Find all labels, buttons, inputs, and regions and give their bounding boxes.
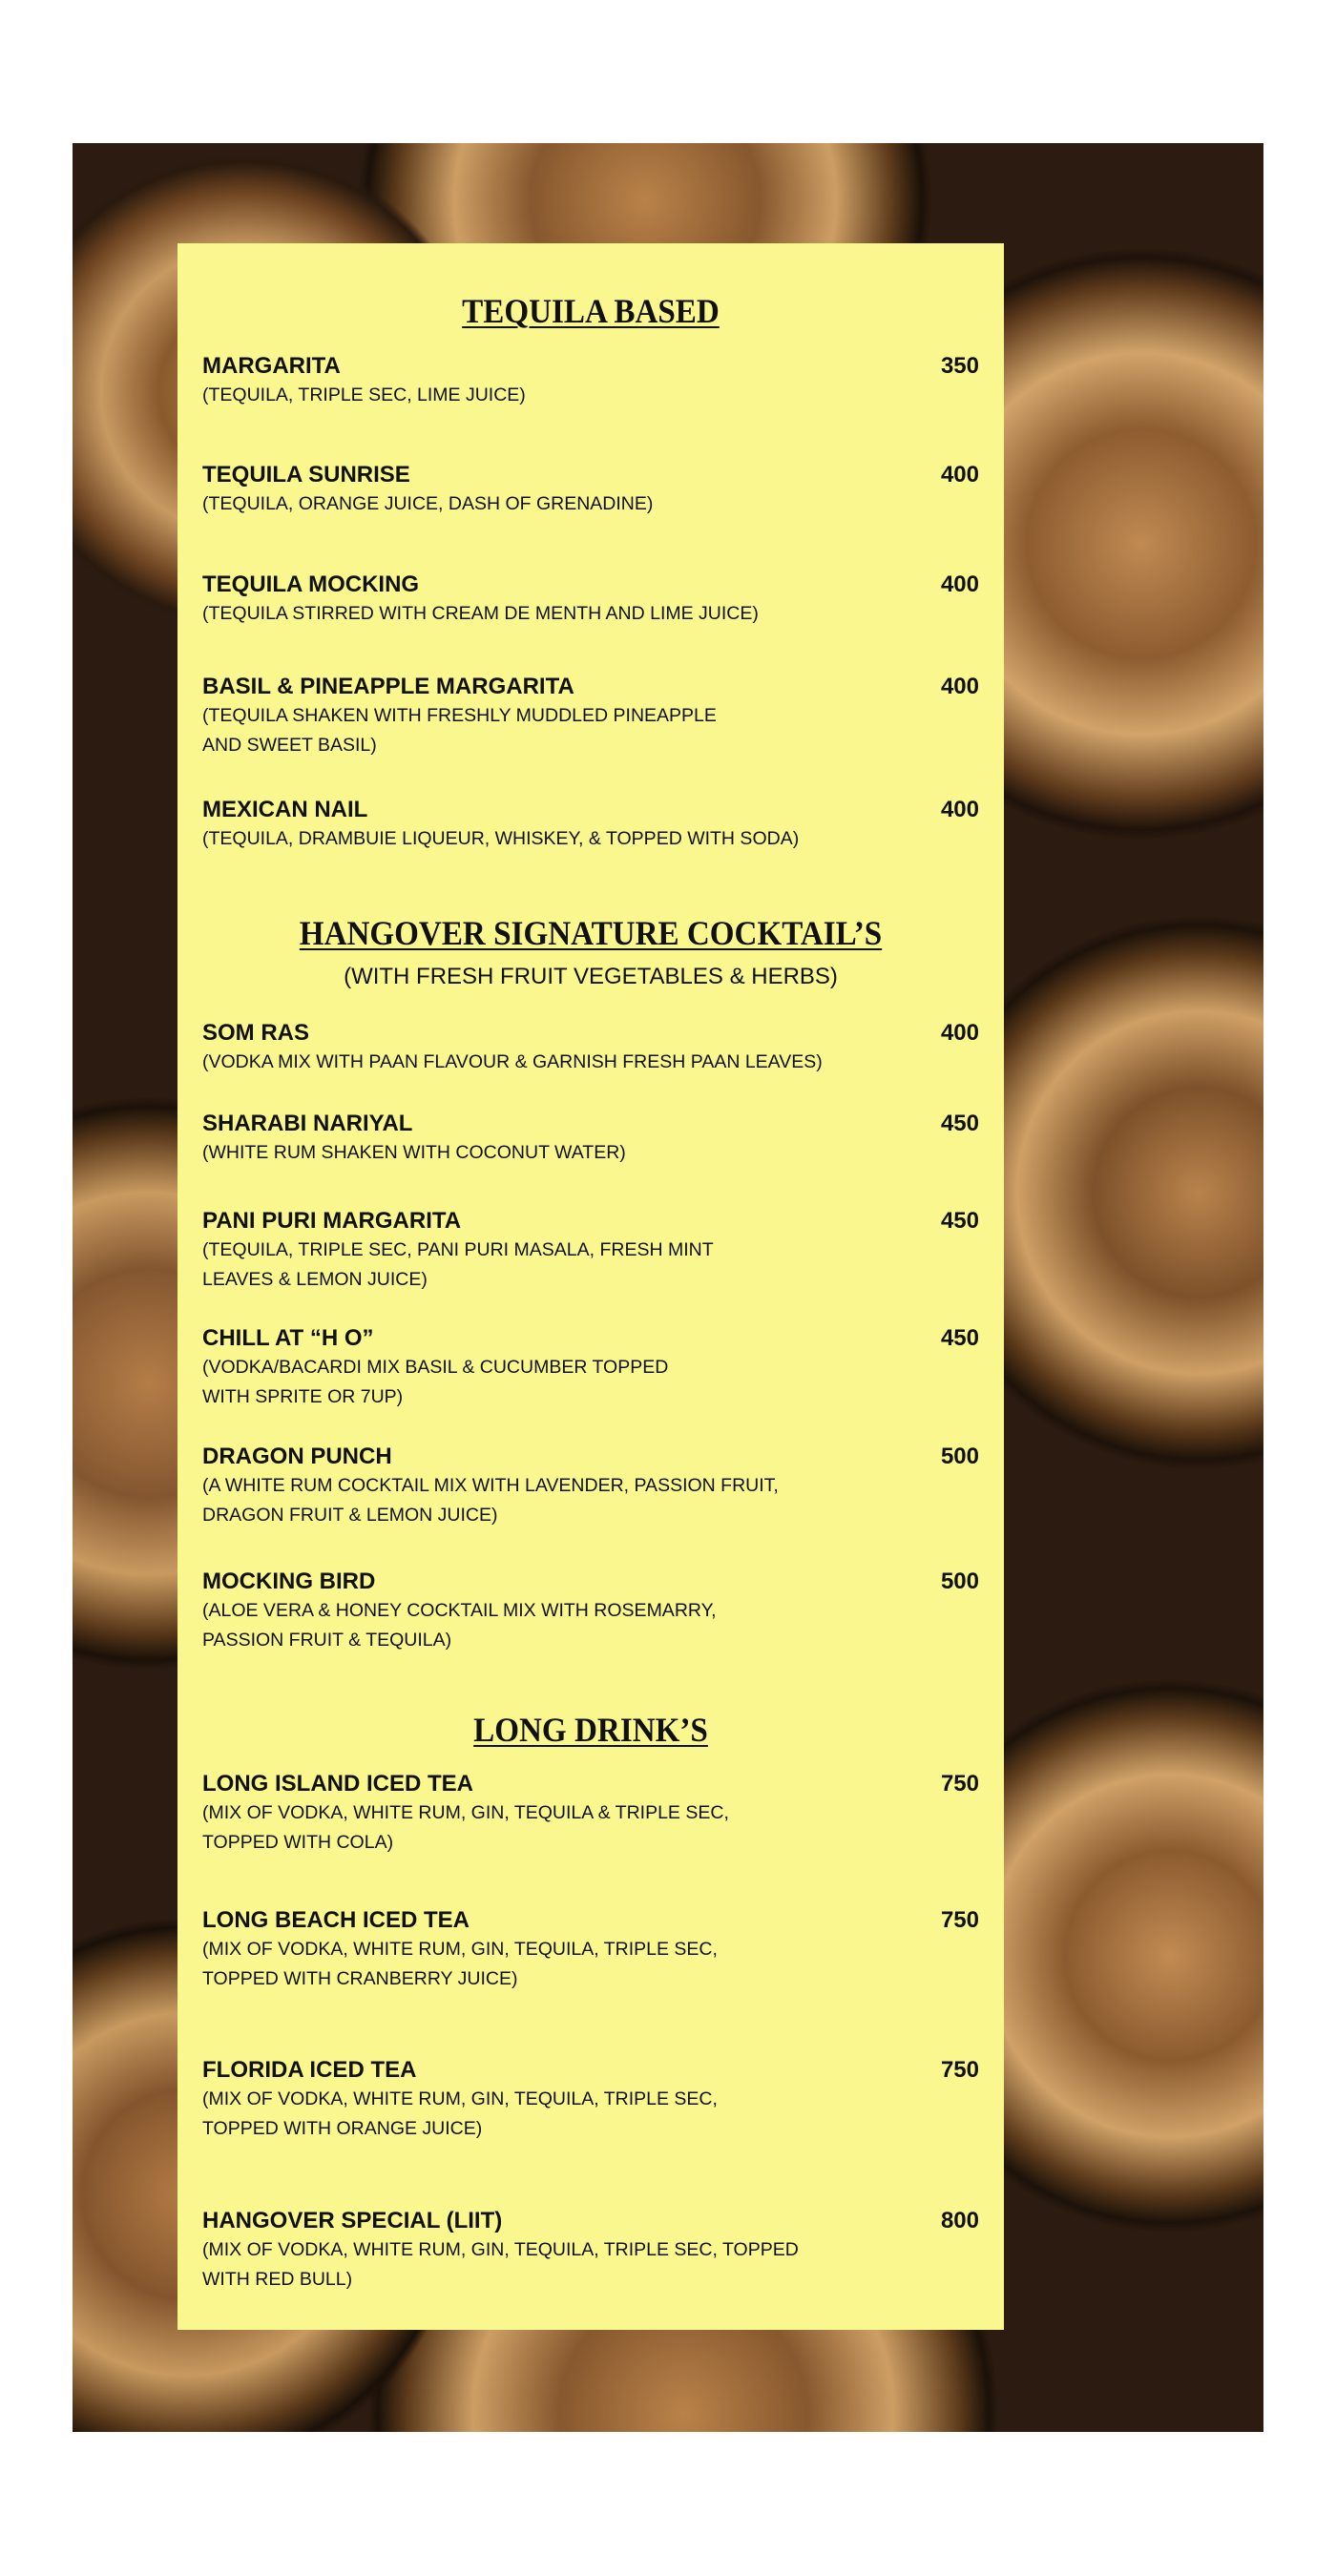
item-description: (TEQUILA STIRRED WITH CREAM DE MENTH AND LIME JUICE) [202, 603, 759, 624]
menu-item [202, 1906, 979, 1994]
item-price: 400 [940, 571, 979, 597]
item-name: TEQUILA SUNRISE [202, 462, 410, 488]
item-name: LONG BEACH ICED TEA [202, 1907, 470, 1933]
item-name: PANI PURI MARGARITA [202, 1208, 462, 1234]
menu-item [202, 1324, 979, 1412]
menu-item [202, 571, 979, 629]
section-title-signature: HANGOVER SIGNATURE COCKTAIL’S [299, 914, 883, 952]
item-description: (MIX OF VODKA, WHITE RUM, GIN, TEQUILA & TRIPLE SEC, TOPPED WITH COLA) [202, 1802, 729, 1853]
item-name: HANGOVER SPECIAL (LIIT) [202, 2208, 503, 2233]
item-price: 750 [940, 2057, 979, 2083]
menu-item [202, 1443, 979, 1530]
item-description: (TEQUILA, DRAMBUIE LIQUEUR, WHISKEY, & TOPPED WITH SODA) [202, 828, 800, 849]
item-price: 400 [940, 797, 979, 822]
item-description: (TEQUILA SHAKEN WITH FRESHLY MUDDLED PINEAPPLE AND SWEET BASIL) [202, 705, 717, 756]
item-price: 750 [940, 1771, 979, 1797]
item-description: (TEQUILA, ORANGE JUICE, DASH OF GRENADINE) [202, 493, 654, 514]
item-description: (ALOE VERA & HONEY COCKTAIL MIX WITH ROSEMARRY, PASSION FRUIT & TEQUILA) [202, 1600, 717, 1651]
item-description: (A WHITE RUM COCKTAIL MIX WITH LAVENDER, PASSION FRUIT, DRAGON FRUIT & LEMON JUICE) [202, 1475, 779, 1526]
menu-item [202, 796, 979, 854]
item-description: (MIX OF VODKA, WHITE RUM, GIN, TEQUILA, TRIPLE SEC, TOPPED WITH RED BULL) [202, 2239, 799, 2290]
item-name: SHARABI NARIYAL [202, 1111, 413, 1136]
menu-item [202, 1568, 979, 1655]
item-price: 450 [940, 1325, 979, 1351]
menu-item [202, 1770, 979, 1858]
menu-item [202, 673, 979, 760]
menu-item [202, 352, 979, 410]
item-price: 500 [940, 1568, 979, 1594]
item-name: MEXICAN NAIL [202, 797, 368, 822]
item-price: 400 [940, 1020, 979, 1046]
item-price: 400 [940, 674, 979, 699]
item-price: 450 [940, 1208, 979, 1234]
menu-panel [177, 243, 1004, 2330]
item-description: (MIX OF VODKA, WHITE RUM, GIN, TEQUILA, TRIPLE SEC, TOPPED WITH CRANBERRY JUICE) [202, 1939, 718, 1989]
item-price: 450 [940, 1111, 979, 1136]
menu-item [202, 1207, 979, 1295]
item-name: MARGARITA [202, 353, 341, 379]
item-price: 400 [940, 462, 979, 488]
section-title-long-drinks: LONG DRINK’S [473, 1711, 708, 1749]
item-description: (TEQUILA, TRIPLE SEC, PANI PURI MASALA, FRESH MINT LEAVES & LEMON JUICE) [202, 1239, 714, 1290]
menu-item [202, 1019, 979, 1077]
section-title-tequila: TEQUILA BASED [462, 292, 720, 330]
menu-item [202, 2207, 979, 2295]
item-name: SOM RAS [202, 1020, 310, 1046]
menu-item [202, 2056, 979, 2144]
item-name: MOCKING BIRD [202, 1568, 376, 1594]
item-name: TEQUILA MOCKING [202, 571, 420, 597]
item-description: (VODKA/BACARDI MIX BASIL & CUCUMBER TOPPED WITH SPRITE OR 7UP) [202, 1357, 669, 1407]
item-name: CHILL AT “H O” [202, 1325, 374, 1351]
section-subtitle-signature: (WITH FRESH FRUIT VEGETABLES & HERBS) [344, 964, 838, 989]
item-name: LONG ISLAND ICED TEA [202, 1771, 474, 1797]
item-price: 350 [940, 353, 979, 379]
item-price: 750 [940, 1907, 979, 1933]
item-name: BASIL & PINEAPPLE MARGARITA [202, 674, 574, 699]
item-name: FLORIDA ICED TEA [202, 2057, 417, 2083]
item-price: 800 [940, 2208, 979, 2233]
menu-item [202, 461, 979, 519]
item-price: 500 [940, 1444, 979, 1469]
item-description: (VODKA MIX WITH PAAN FLAVOUR & GARNISH FRESH PAAN LEAVES) [202, 1051, 823, 1072]
item-description: (WHITE RUM SHAKEN WITH COCONUT WATER) [202, 1142, 626, 1163]
item-description: (MIX OF VODKA, WHITE RUM, GIN, TEQUILA, TRIPLE SEC, TOPPED WITH ORANGE JUICE) [202, 2088, 718, 2139]
menu-item [202, 1110, 979, 1168]
item-description: (TEQUILA, TRIPLE SEC, LIME JUICE) [202, 384, 526, 405]
item-name: DRAGON PUNCH [202, 1444, 392, 1469]
